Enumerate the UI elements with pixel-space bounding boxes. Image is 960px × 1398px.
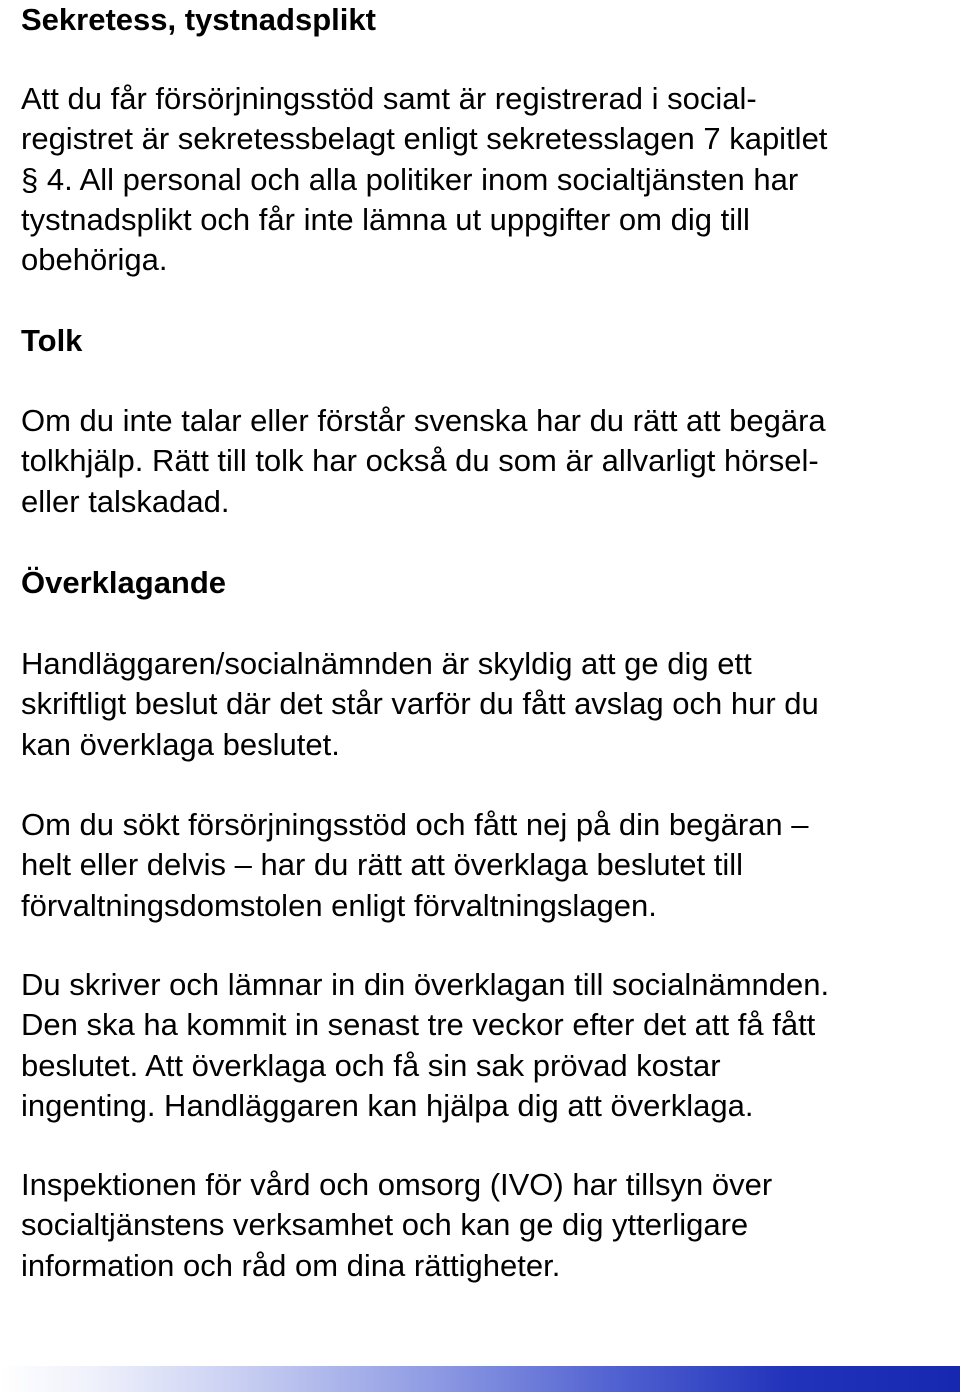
text-line: information och råd om dina rättigheter. [21, 1247, 561, 1283]
text-line: skriftligt beslut där det står varför du fått avslag och hur du [21, 686, 819, 722]
paragraph-overklagande-3 [21, 965, 829, 1126]
text-line: kan överklaga beslutet. [21, 726, 340, 762]
text-line: registret är sekretessbelagt enligt sekretesslagen 7 kapitlet [21, 121, 828, 157]
text-line: obehöriga. [21, 242, 168, 278]
text-line: Du skriver och lämnar in din överklagan till socialnämnden. [21, 967, 830, 1002]
text-line: tolkhjälp. Rätt till tolk har också du som är allvarligt hörsel- [21, 443, 819, 479]
text-line: Om du sökt försörjningsstöd och fått nej på din begäran – [21, 807, 809, 842]
paragraph-overklagande-2 [21, 805, 809, 926]
heading-tolk: Tolk [21, 323, 83, 358]
text-line: § 4. All personal och alla politiker inom socialtjänsten har [21, 161, 799, 197]
text-line: Inspektionen för vård och omsorg (IVO) har tillsyn över [21, 1167, 773, 1202]
text-line: eller talskadad. [21, 483, 230, 519]
heading-overklagande: Överklagande [21, 565, 227, 600]
footer-gradient-bar [0, 1366, 960, 1392]
text-line: Handläggaren/socialnämnden är skyldig att ge dig ett [21, 646, 752, 681]
text-line: Den ska ha kommit in senast tre veckor efter det att få fått [21, 1007, 816, 1043]
text-line: Att du får försörjningsstöd samt är registrerad i social- [21, 81, 757, 116]
paragraph-overklagande-1 [21, 644, 819, 765]
text-line: beslutet. Att överklaga och få sin sak prövad kostar [21, 1047, 721, 1083]
text-line: förvaltningsdomstolen enligt förvaltningslagen. [21, 887, 657, 923]
text-line: helt eller delvis – har du rätt att överklaga beslutet till [21, 847, 743, 883]
text-line: ingenting. Handläggaren kan hjälpa dig att överklaga. [21, 1087, 754, 1123]
paragraph-overklagande-4 [21, 1165, 772, 1286]
text-line: tystnadsplikt och får inte lämna ut uppgifter om dig till [21, 201, 750, 237]
text-line: Om du inte talar eller förstår svenska har du rätt att begära [21, 403, 826, 438]
paragraph-sekretess [21, 79, 827, 280]
paragraph-tolk [21, 401, 826, 522]
heading-sekretess: Sekretess, tystnadsplikt [21, 2, 376, 37]
text-line: socialtjänstens verksamhet och kan ge dig ytterligare [21, 1207, 749, 1243]
